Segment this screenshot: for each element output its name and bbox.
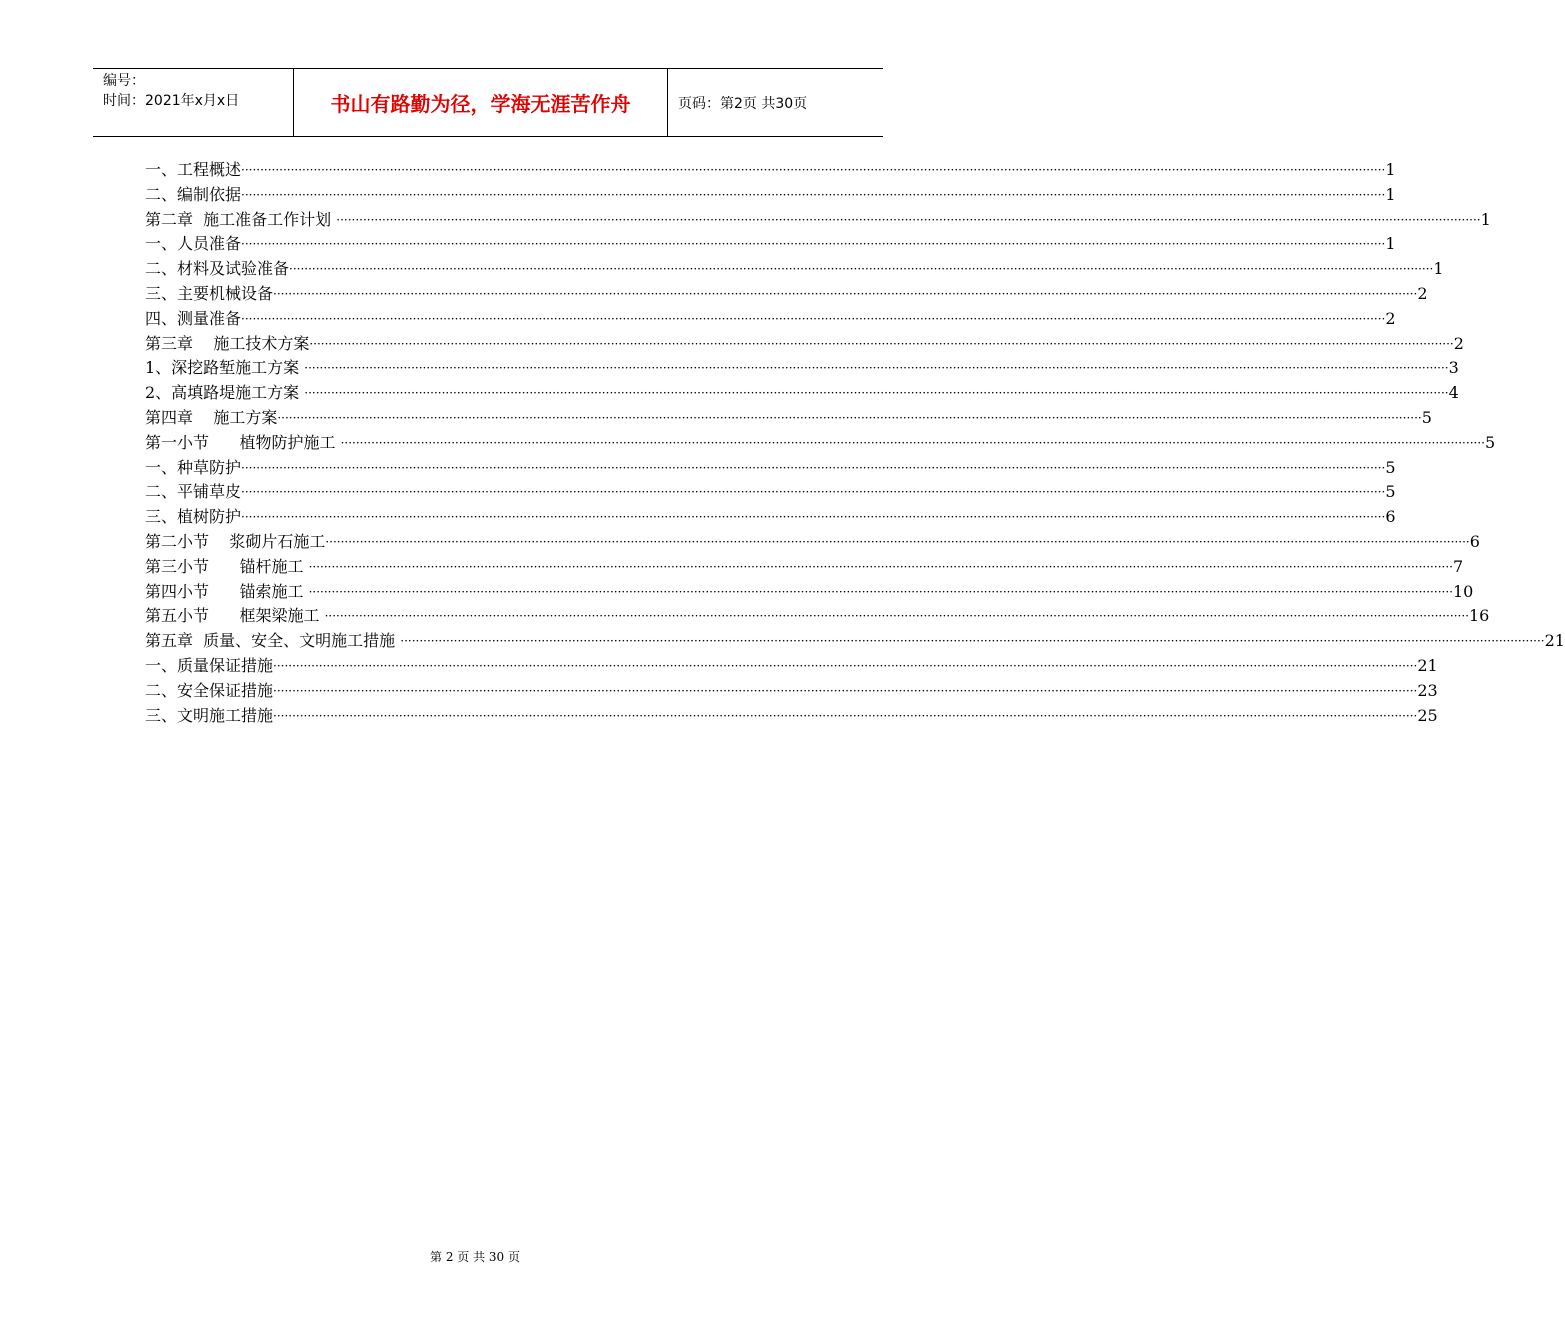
toc-entry[interactable]: [145, 456, 1396, 481]
toc-entry-title: 一、质量保证措施: [145, 655, 274, 675]
toc-entry-page: 5: [1421, 407, 1432, 427]
footer-page-number: 第 2 页 共 30 页: [430, 1250, 520, 1264]
toc-entry-page: 5: [1385, 457, 1396, 477]
toc-entry-page: 6: [1469, 531, 1480, 551]
toc-entry-page: 5: [1385, 482, 1396, 502]
toc-entry-page: 4: [1448, 383, 1459, 403]
toc-dot-leader: ············································································································································································································································································································: [325, 534, 1470, 549]
toc-dot-leader: ············································································································································································································································································································: [241, 187, 1386, 202]
toc-dot-leader: ············································································································································································································································································································: [241, 311, 1386, 326]
toc-entry-title: 四、测量准备: [145, 308, 242, 328]
toc-entry[interactable]: [145, 704, 1438, 729]
toc-entry-page: 2: [1453, 333, 1464, 353]
toc-dot-leader: ············································································································································································································································································································: [241, 485, 1386, 500]
toc-entry-title: 二、安全保证措施: [145, 680, 274, 700]
toc-dot-leader: ············································································································································································································································································································: [273, 286, 1418, 301]
toc-entry-page: 16: [1468, 606, 1490, 626]
toc-entry[interactable]: [145, 356, 1459, 381]
toc-entry-page: 2: [1385, 308, 1396, 328]
toc-entry-title: 一、种草防护: [145, 457, 242, 477]
toc-entry-title: 第三小节 锚杆施工: [145, 556, 309, 576]
toc-entry[interactable]: [145, 431, 1496, 456]
toc-entry[interactable]: [145, 679, 1438, 704]
header-page-info: 页码：第2页 共30页: [678, 95, 808, 112]
toc-entry[interactable]: [145, 580, 1474, 605]
toc-dot-leader: ············································································································································································································································································································: [289, 262, 1434, 277]
toc-entry-title: 1、深挖路堑施工方案: [145, 358, 305, 378]
toc-entry[interactable]: [145, 629, 1565, 654]
toc-entry-page: 1: [1385, 160, 1396, 179]
toc-dot-leader: ············································································································································································································································································································: [308, 559, 1453, 574]
toc-entry[interactable]: [145, 530, 1480, 555]
header-page-cell: [668, 69, 883, 136]
toc-entry[interactable]: [145, 208, 1491, 233]
document-number-label: 编号：: [103, 73, 145, 89]
toc-entry-title: 第三章 施工技术方案: [145, 333, 310, 353]
toc-entry-title: 第四章 施工方案: [145, 407, 278, 427]
toc-dot-leader: ············································································································································································································································································································: [309, 336, 1454, 351]
toc-dot-leader: ············································································································································································································································································································: [273, 658, 1418, 673]
toc-entry-title: 第二章 施工准备工作计划: [145, 209, 337, 229]
toc-entry-page: 21: [1544, 631, 1565, 651]
toc-dot-leader: ············································································································································································································································································································: [241, 163, 1386, 177]
toc-entry[interactable]: [145, 232, 1396, 257]
toc-entry[interactable]: [145, 505, 1396, 530]
toc-entry-title: 二、材料及试验准备: [145, 259, 290, 279]
toc-entry-title: 第一小节 植物防护施工: [145, 432, 341, 452]
toc-entry-page: 1: [1433, 259, 1444, 279]
toc-entry-page: 23: [1417, 680, 1438, 700]
toc-entry[interactable]: [145, 480, 1396, 505]
toc-entry-title: 二、平铺草皮: [145, 482, 242, 502]
toc-entry-page: 25: [1417, 705, 1438, 725]
toc-dot-leader: ············································································································································································································································································································: [273, 683, 1418, 698]
toc-entry-title: 2、高填路堤施工方案: [145, 383, 305, 403]
toc-entry-title: 第二小节 浆砌片石施工: [145, 531, 326, 551]
toc-dot-leader: ············································································································································································································································································································: [273, 708, 1418, 723]
toc-dot-leader: ············································································································································································································································································································: [277, 410, 1422, 425]
toc-dot-leader: ············································································································································································································································································································: [241, 510, 1386, 525]
toc-entry[interactable]: [145, 282, 1428, 307]
toc-entry[interactable]: [145, 604, 1490, 629]
toc-entry-page: 5: [1484, 432, 1496, 452]
toc-entry-title: 三、主要机械设备: [145, 283, 274, 303]
header-meta-cell: [93, 69, 294, 136]
table-of-contents: [145, 158, 1565, 728]
page-header: [93, 68, 883, 137]
toc-dot-leader: ············································································································································································································································································································: [336, 212, 1481, 227]
toc-dot-leader: ············································································································································································································································································································: [304, 361, 1449, 376]
toc-entry-title: 第四小节 锚索施工: [145, 581, 309, 601]
toc-entry-page: 3: [1448, 358, 1459, 378]
toc-entry-page: 6: [1385, 507, 1396, 527]
toc-dot-leader: ············································································································································································································································································································: [400, 634, 1545, 649]
toc-entry-page: 10: [1452, 581, 1474, 601]
header-motto-cell: [294, 69, 668, 136]
toc-entry-page: 7: [1452, 556, 1464, 576]
toc-dot-leader: ············································································································································································································································································································: [241, 237, 1386, 252]
toc-dot-leader: ············································································································································································································································································································: [324, 609, 1469, 624]
toc-entry-page: 2: [1417, 283, 1428, 303]
toc-dot-leader: ············································································································································································································································································································: [308, 584, 1453, 599]
toc-entry[interactable]: [145, 183, 1396, 208]
toc-entry-page: 21: [1417, 655, 1438, 675]
page-footer: [0, 1248, 950, 1265]
toc-dot-leader: ············································································································································································································································································································: [340, 435, 1485, 450]
toc-dot-leader: ············································································································································································································································································································: [241, 460, 1386, 475]
toc-entry[interactable]: [145, 158, 1396, 183]
toc-entry[interactable]: [145, 654, 1438, 679]
toc-entry-page: 1: [1385, 234, 1396, 254]
toc-dot-leader: ············································································································································································································································································································: [304, 386, 1449, 401]
toc-entry[interactable]: [145, 381, 1459, 406]
toc-entry-title: 第五章 质量、安全、文明施工措施: [145, 631, 401, 651]
toc-entry[interactable]: [145, 257, 1444, 282]
toc-entry-page: 1: [1480, 209, 1491, 229]
toc-entry[interactable]: [145, 332, 1464, 357]
toc-entry-page: 1: [1385, 184, 1396, 204]
header-motto: 书山有路勤为径，学海无涯苦作舟: [330, 92, 631, 116]
document-time-label: 时间：2021年x月x日: [103, 93, 240, 109]
toc-entry-title: 三、植树防护: [145, 507, 242, 527]
toc-entry[interactable]: [145, 555, 1464, 580]
toc-entry-title: 三、文明施工措施: [145, 705, 274, 725]
toc-entry-title: 二、编制依据: [145, 184, 242, 204]
toc-entry[interactable]: [145, 406, 1432, 431]
toc-entry-title: 第五小节 框架梁施工: [145, 606, 325, 626]
toc-entry[interactable]: [145, 307, 1396, 332]
toc-entry-title: 一、人员准备: [145, 234, 242, 254]
toc-entry-title: 一、工程概述: [145, 160, 242, 179]
